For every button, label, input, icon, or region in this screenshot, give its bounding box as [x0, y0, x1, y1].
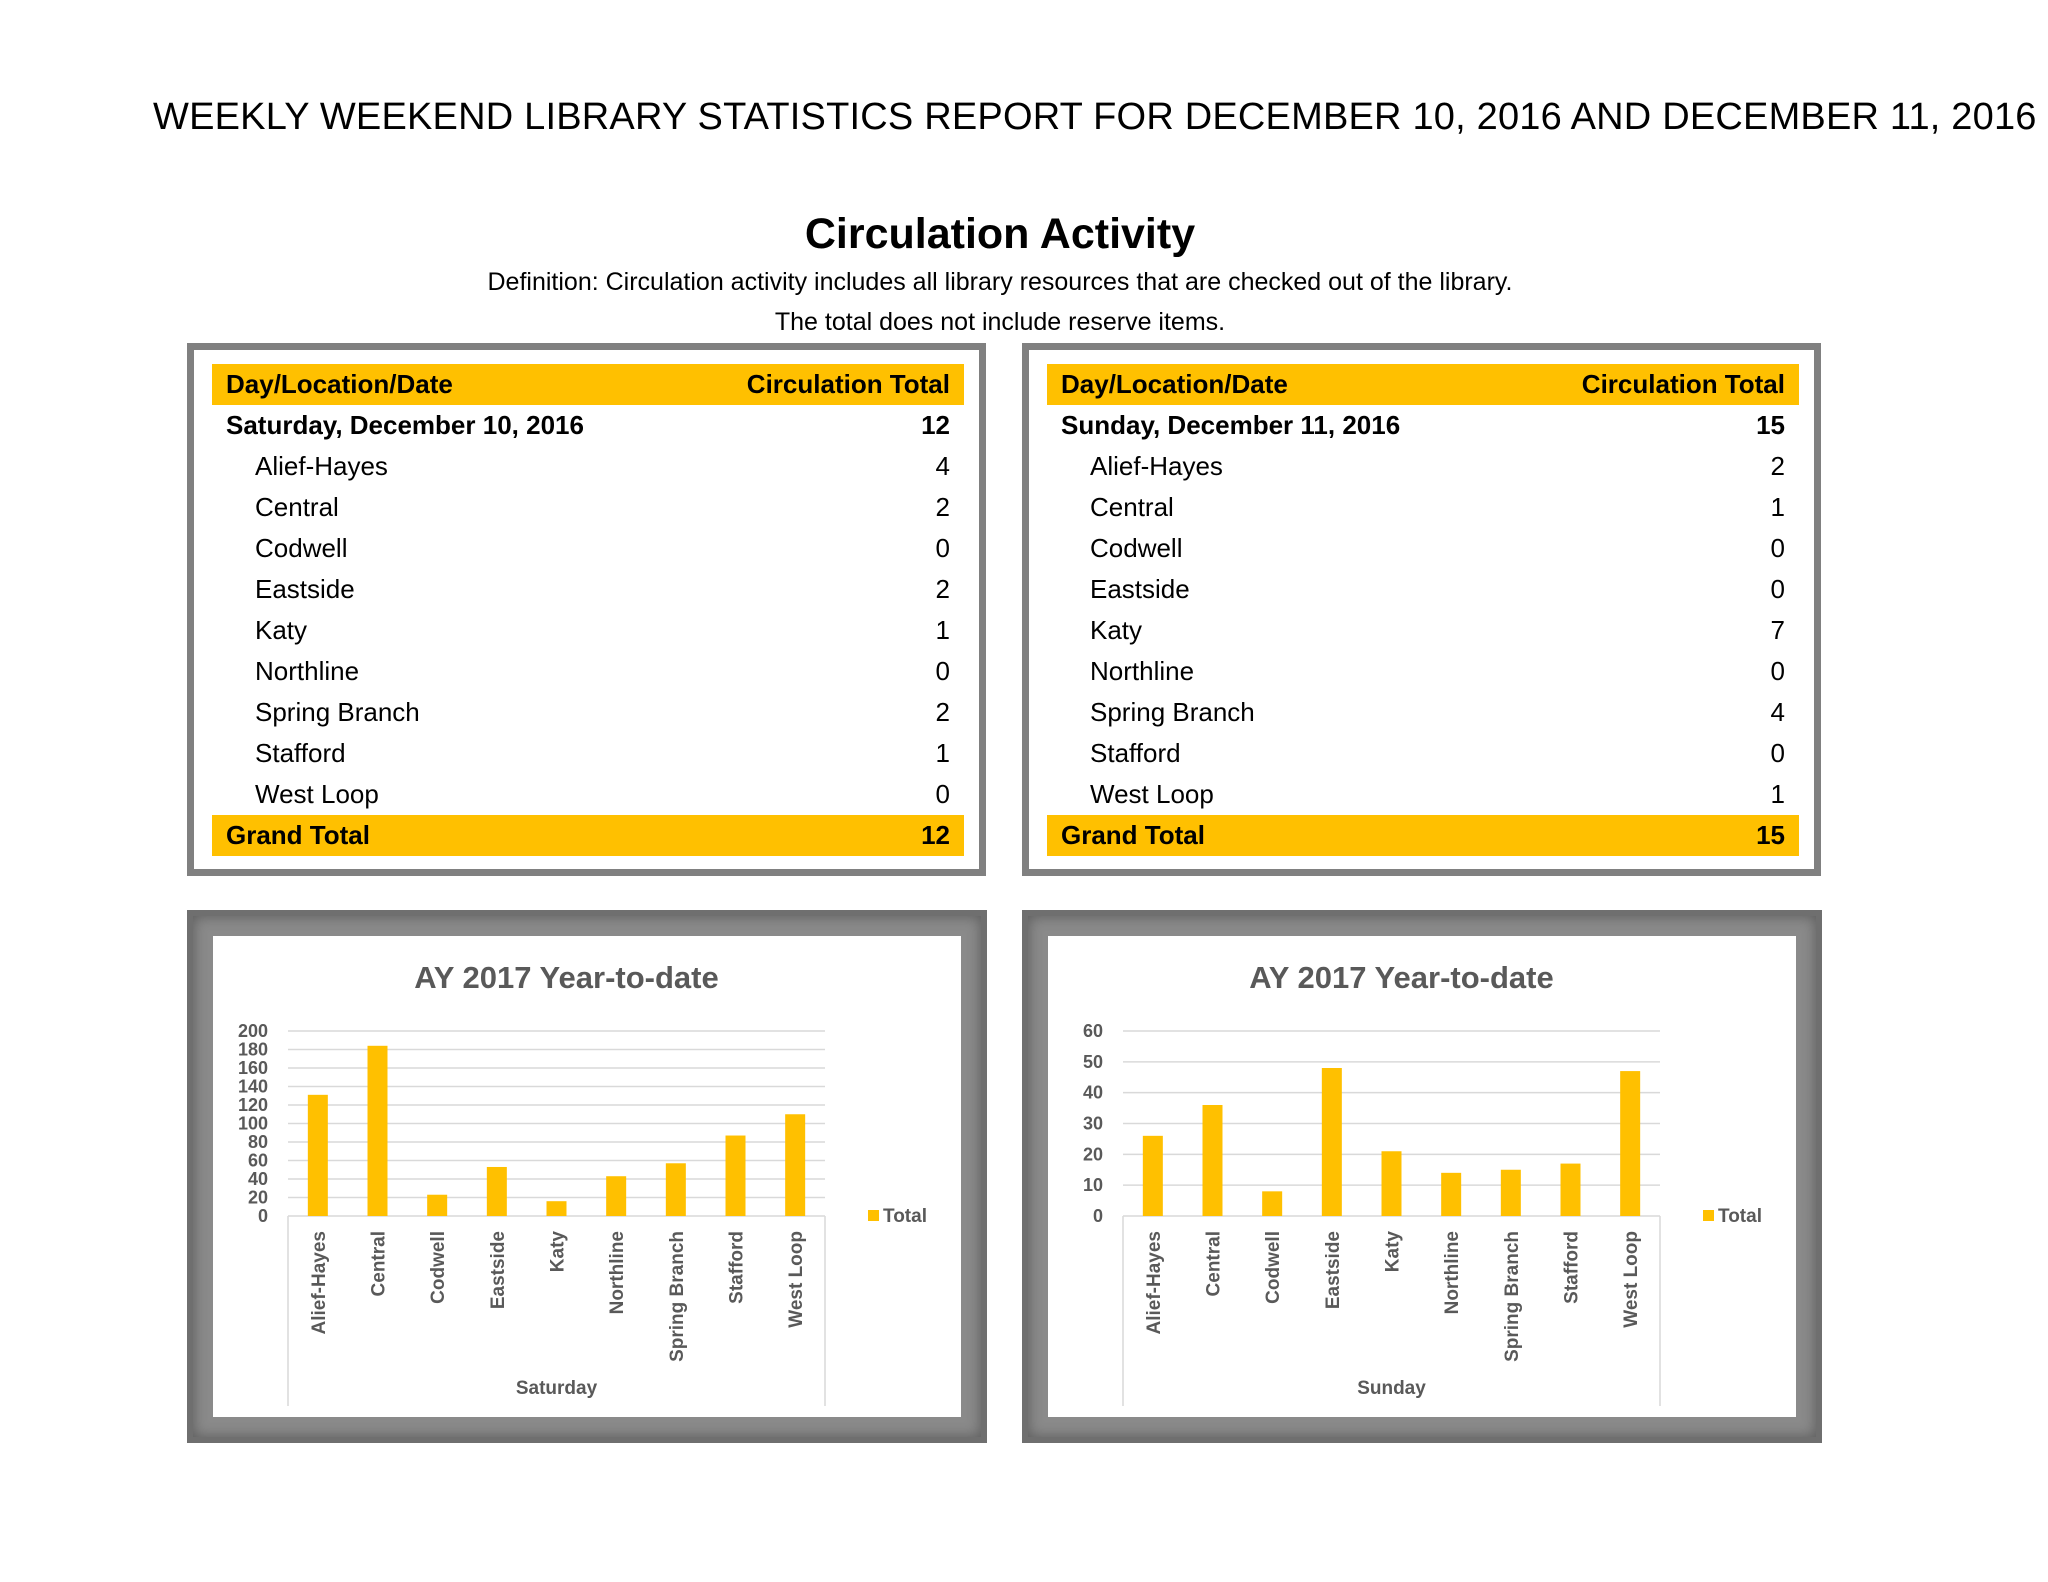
day-row: [212, 405, 964, 446]
x-tick-label: West Loop: [1621, 1231, 1643, 1328]
y-tick-label: 80: [247, 1132, 268, 1152]
header-label: Day/Location/Date: [1061, 369, 1288, 399]
location-name: Alief-Hayes: [1090, 451, 1223, 481]
table-row: [1047, 446, 1799, 487]
sunday-chart-area: [1048, 936, 1796, 1417]
grand-total-value: 12: [921, 820, 950, 850]
grand-total-label: Grand Total: [226, 820, 370, 850]
grand-total-row: [212, 815, 964, 856]
location-total: 4: [935, 451, 950, 481]
x-tick-label: Katy: [547, 1231, 569, 1273]
location-total: 2: [935, 492, 950, 522]
x-tick-label: Alief-Hayes: [308, 1231, 330, 1335]
sunday-circulation-table: [1047, 364, 1799, 856]
grand-total-value: 15: [1756, 820, 1785, 850]
location-name: Central: [1090, 492, 1174, 522]
x-tick-label: Eastside: [487, 1231, 509, 1310]
x-tick-label: Alief-Hayes: [1143, 1231, 1165, 1335]
header-total: Circulation Total: [746, 369, 950, 399]
table-row: [1047, 487, 1799, 528]
y-tick-label: 40: [247, 1169, 268, 1189]
saturday-table-frame: [187, 343, 986, 876]
table-row: [212, 774, 964, 815]
x-tick-label: Spring Branch: [666, 1231, 688, 1362]
x-tick-label: Codwell: [1263, 1231, 1285, 1304]
grand-total-row: [1047, 815, 1799, 856]
location-total: 0: [935, 656, 950, 686]
x-tick-label: Northline: [1442, 1231, 1464, 1315]
bar: [368, 1046, 388, 1216]
bar: [726, 1136, 746, 1216]
saturday-ytd-chart: [213, 936, 961, 1417]
location-name: West Loop: [255, 779, 379, 809]
bar: [1262, 1191, 1282, 1216]
location-name: Northline: [1090, 656, 1195, 686]
sunday-ytd-chart: [1048, 936, 1796, 1417]
table-row: [1047, 528, 1799, 569]
saturday-chart-frame: [187, 910, 987, 1443]
table-row: [212, 733, 964, 774]
table-header: [1047, 364, 1799, 405]
table-row: [1047, 774, 1799, 815]
x-tick-label: Central: [368, 1231, 390, 1297]
x-axis-title: Saturday: [515, 1378, 598, 1399]
x-tick-label: Eastside: [1322, 1231, 1344, 1310]
y-tick-label: 50: [1082, 1051, 1103, 1072]
location-name: Eastside: [1090, 574, 1190, 604]
bar: [1382, 1151, 1402, 1216]
chart-title: AY 2017 Year-to-date: [414, 960, 719, 995]
day-label: Saturday, December 10, 2016: [226, 410, 584, 440]
saturday-circulation-table: [212, 364, 964, 856]
location-total: 2: [1770, 451, 1785, 481]
legend-label: Total: [1718, 1206, 1762, 1227]
location-total: 1: [1770, 779, 1785, 809]
location-total: 2: [935, 697, 950, 727]
bar: [1143, 1136, 1163, 1216]
location-total: 0: [1770, 656, 1785, 686]
y-tick-label: 10: [1082, 1175, 1103, 1196]
location-total: 2: [935, 574, 950, 604]
table-row: [1047, 733, 1799, 774]
x-tick-label: Spring Branch: [1501, 1231, 1523, 1362]
sunday-chart-frame: [1022, 910, 1822, 1443]
sunday-table-frame: [1022, 343, 1821, 876]
table-row: [1047, 651, 1799, 692]
y-tick-label: 0: [1092, 1206, 1103, 1226]
legend-label: Total: [883, 1206, 927, 1227]
bar: [308, 1095, 328, 1216]
location-total: 0: [1770, 533, 1785, 563]
day-label: Sunday, December 11, 2016: [1061, 410, 1401, 440]
bar: [547, 1201, 567, 1216]
bar: [606, 1176, 626, 1216]
location-name: West Loop: [1090, 779, 1214, 809]
chart-title: AY 2017 Year-to-date: [1249, 960, 1554, 995]
table-row: [212, 569, 964, 610]
bar: [666, 1163, 686, 1216]
bar: [1441, 1173, 1461, 1216]
location-total: 7: [1770, 615, 1785, 645]
day-row: [1047, 405, 1799, 446]
bar: [487, 1167, 507, 1216]
definition-text: Definition: Circulation activity includes all library resources that are checked out of the library.: [487, 268, 1513, 296]
y-tick-label: 0: [257, 1206, 268, 1226]
grand-total-label: Grand Total: [1061, 820, 1205, 850]
bar: [1203, 1105, 1223, 1216]
location-name: Eastside: [255, 574, 355, 604]
location-name: Central: [255, 492, 339, 522]
y-tick-label: 140: [237, 1076, 268, 1097]
table-row: [1047, 569, 1799, 610]
section-title: Circulation Activity: [804, 210, 1196, 258]
y-tick-label: 40: [1082, 1082, 1103, 1103]
bar: [785, 1114, 805, 1216]
table-row: [1047, 610, 1799, 651]
bar: [1561, 1164, 1581, 1216]
table-row: [212, 692, 964, 733]
y-tick-label: 60: [1082, 1021, 1103, 1041]
y-tick-label: 100: [237, 1113, 268, 1134]
table-row: [212, 446, 964, 487]
location-total: 1: [935, 615, 950, 645]
bar: [1620, 1071, 1640, 1216]
header-total: Circulation Total: [1581, 369, 1785, 399]
location-total: 1: [935, 738, 950, 768]
x-tick-label: Codwell: [428, 1231, 450, 1304]
table-row: [212, 610, 964, 651]
x-tick-label: Katy: [1382, 1231, 1404, 1273]
location-total: 1: [1770, 492, 1785, 522]
table-row: [212, 487, 964, 528]
x-axis-title: Sunday: [1357, 1378, 1426, 1399]
table-header: [212, 364, 964, 405]
legend-swatch: [1703, 1210, 1714, 1221]
bar: [1322, 1068, 1342, 1216]
x-tick-label: Central: [1203, 1231, 1225, 1297]
location-name: Alief-Hayes: [255, 451, 388, 481]
y-tick-label: 120: [237, 1095, 268, 1115]
bar: [1501, 1170, 1521, 1216]
table-row: [1047, 692, 1799, 733]
location-total: 0: [1770, 574, 1785, 604]
legend-swatch: [868, 1210, 879, 1221]
day-total: 12: [921, 410, 950, 440]
y-tick-label: 20: [247, 1187, 268, 1208]
bar: [427, 1195, 447, 1216]
location-name: Codwell: [255, 533, 348, 563]
y-tick-label: 60: [247, 1150, 268, 1171]
definition-note: The total does not include reserve items.: [774, 308, 1226, 336]
x-tick-label: Stafford: [726, 1231, 748, 1304]
location-total: 0: [935, 779, 950, 809]
location-name: Spring Branch: [1090, 697, 1255, 727]
table-row: [212, 528, 964, 569]
location-total: 4: [1770, 697, 1785, 727]
location-name: Stafford: [1090, 738, 1181, 768]
y-tick-label: 30: [1082, 1113, 1103, 1134]
x-tick-label: West Loop: [786, 1231, 808, 1328]
table-row: [212, 651, 964, 692]
location-name: Codwell: [1090, 533, 1183, 563]
x-tick-label: Stafford: [1561, 1231, 1583, 1304]
location-name: Katy: [255, 615, 308, 645]
x-tick-label: Northline: [607, 1231, 629, 1315]
header-label: Day/Location/Date: [226, 369, 453, 399]
y-tick-label: 20: [1082, 1144, 1103, 1165]
location-name: Stafford: [255, 738, 346, 768]
day-total: 15: [1756, 410, 1785, 440]
location-name: Katy: [1090, 615, 1143, 645]
report-title: WEEKLY WEEKEND LIBRARY STATISTICS REPORT FOR DECEMBER 10, 2016 AND DECEMBER 11, 2016: [153, 96, 2037, 138]
location-total: 0: [935, 533, 950, 563]
location-name: Spring Branch: [255, 697, 420, 727]
location-total: 0: [1770, 738, 1785, 768]
y-tick-label: 200: [237, 1021, 268, 1041]
location-name: Northline: [255, 656, 360, 686]
y-tick-label: 160: [237, 1058, 268, 1078]
y-tick-label: 180: [237, 1039, 268, 1060]
saturday-chart-area: [213, 936, 961, 1417]
